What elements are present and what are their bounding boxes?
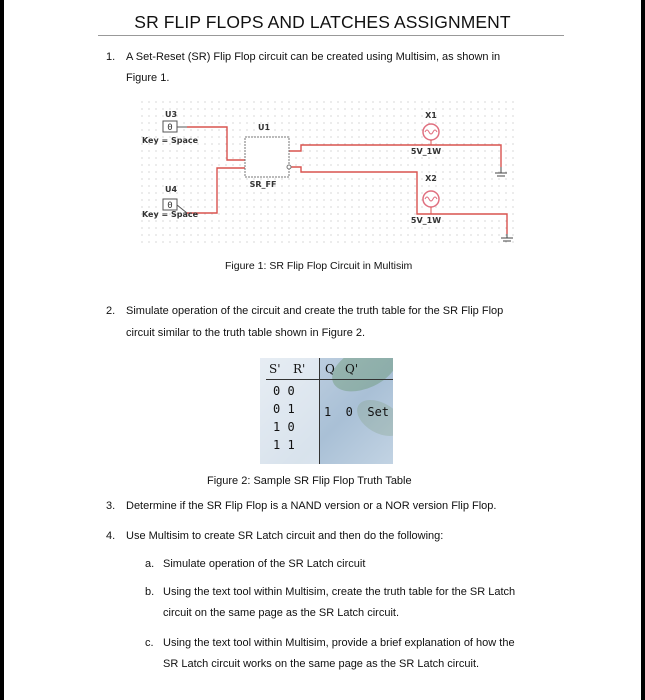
truth-table-figure: [260, 358, 393, 464]
header-r: R': [293, 362, 306, 376]
table-divider-vertical: [319, 358, 320, 464]
header-s: S': [269, 362, 281, 376]
figure2-caption: Figure 2: Sample SR Flip Flop Truth Table: [207, 475, 412, 487]
q4a-line1: Simulate operation of the SR Latch circuit: [163, 558, 366, 570]
x1-label: X1: [425, 111, 437, 120]
sr-ff-block: [245, 137, 289, 177]
q3-number: 3.: [106, 500, 116, 512]
title-rule: [98, 35, 564, 36]
row-00: 0 0: [273, 384, 295, 398]
q1-number: 1.: [106, 51, 116, 63]
q4c-letter: c.: [145, 637, 154, 649]
header-qbar: Q': [345, 362, 359, 376]
q4-text: Use Multisim to create SR Latch circuit and then do the following:: [126, 530, 444, 542]
lamp2-rating: 5V_1W: [410, 216, 442, 225]
q2-line2: circuit similar to the truth table shown in Figure 2.: [126, 327, 366, 339]
set-row-output: 1 0 Set: [324, 405, 390, 419]
u3-label: U3: [164, 110, 178, 119]
row-11: 1 1: [273, 438, 295, 452]
q4c-line1: Using the text tool within Multisim, provide a brief explanation of how the: [163, 637, 515, 649]
key-label-bottom: Key = Space: [142, 210, 199, 219]
sr-flipflop-circuit-figure: [141, 101, 517, 247]
table-divider-horizontal: [266, 379, 393, 380]
q4b-line1: Using the text tool within Multisim, create the truth table for the SR Latch: [163, 586, 516, 598]
q4a-letter: a.: [145, 558, 155, 570]
row-01: 0 1: [273, 402, 295, 416]
u1-label: U1: [257, 123, 271, 132]
document-page: [4, 0, 641, 700]
header-q: Q: [325, 362, 335, 376]
q4b-letter: b.: [145, 586, 155, 598]
q2-line1: Simulate operation of the circuit and create the truth table for the SR Flip Flop: [126, 305, 504, 317]
key-label-top: Key = Space: [142, 136, 199, 145]
q4c-line2: SR Latch circuit works on the same page as the SR Latch circuit.: [163, 658, 480, 670]
switch-u3-value: 0: [167, 123, 173, 133]
x2-label: X2: [425, 174, 437, 183]
u4-label: U4: [164, 185, 178, 194]
q1-line1: A Set-Reset (SR) Flip Flop circuit can be created using Multisim, as shown in: [126, 51, 501, 63]
lamp1-rating: 5V_1W: [410, 147, 442, 156]
figure1-caption: Figure 1: SR Flip Flop Circuit in Multisim: [225, 260, 413, 272]
page-title: SR FLIP FLOPS AND LATCHES ASSIGNMENT: [134, 12, 511, 32]
q4b-line2: circuit on the same page as the SR Latch circuit.: [163, 607, 400, 619]
q3-text: Determine if the SR Flip Flop is a NAND version or a NOR version Flip Flop.: [126, 500, 497, 512]
switch-u4-value: 0: [167, 201, 173, 211]
q4-number: 4.: [106, 530, 116, 542]
row-10: 1 0: [273, 420, 295, 434]
q2-number: 2.: [106, 305, 116, 317]
grid-background: [141, 101, 517, 247]
q1-line2: Figure 1.: [126, 72, 170, 84]
sr-ff-label: SR_FF: [249, 180, 277, 189]
